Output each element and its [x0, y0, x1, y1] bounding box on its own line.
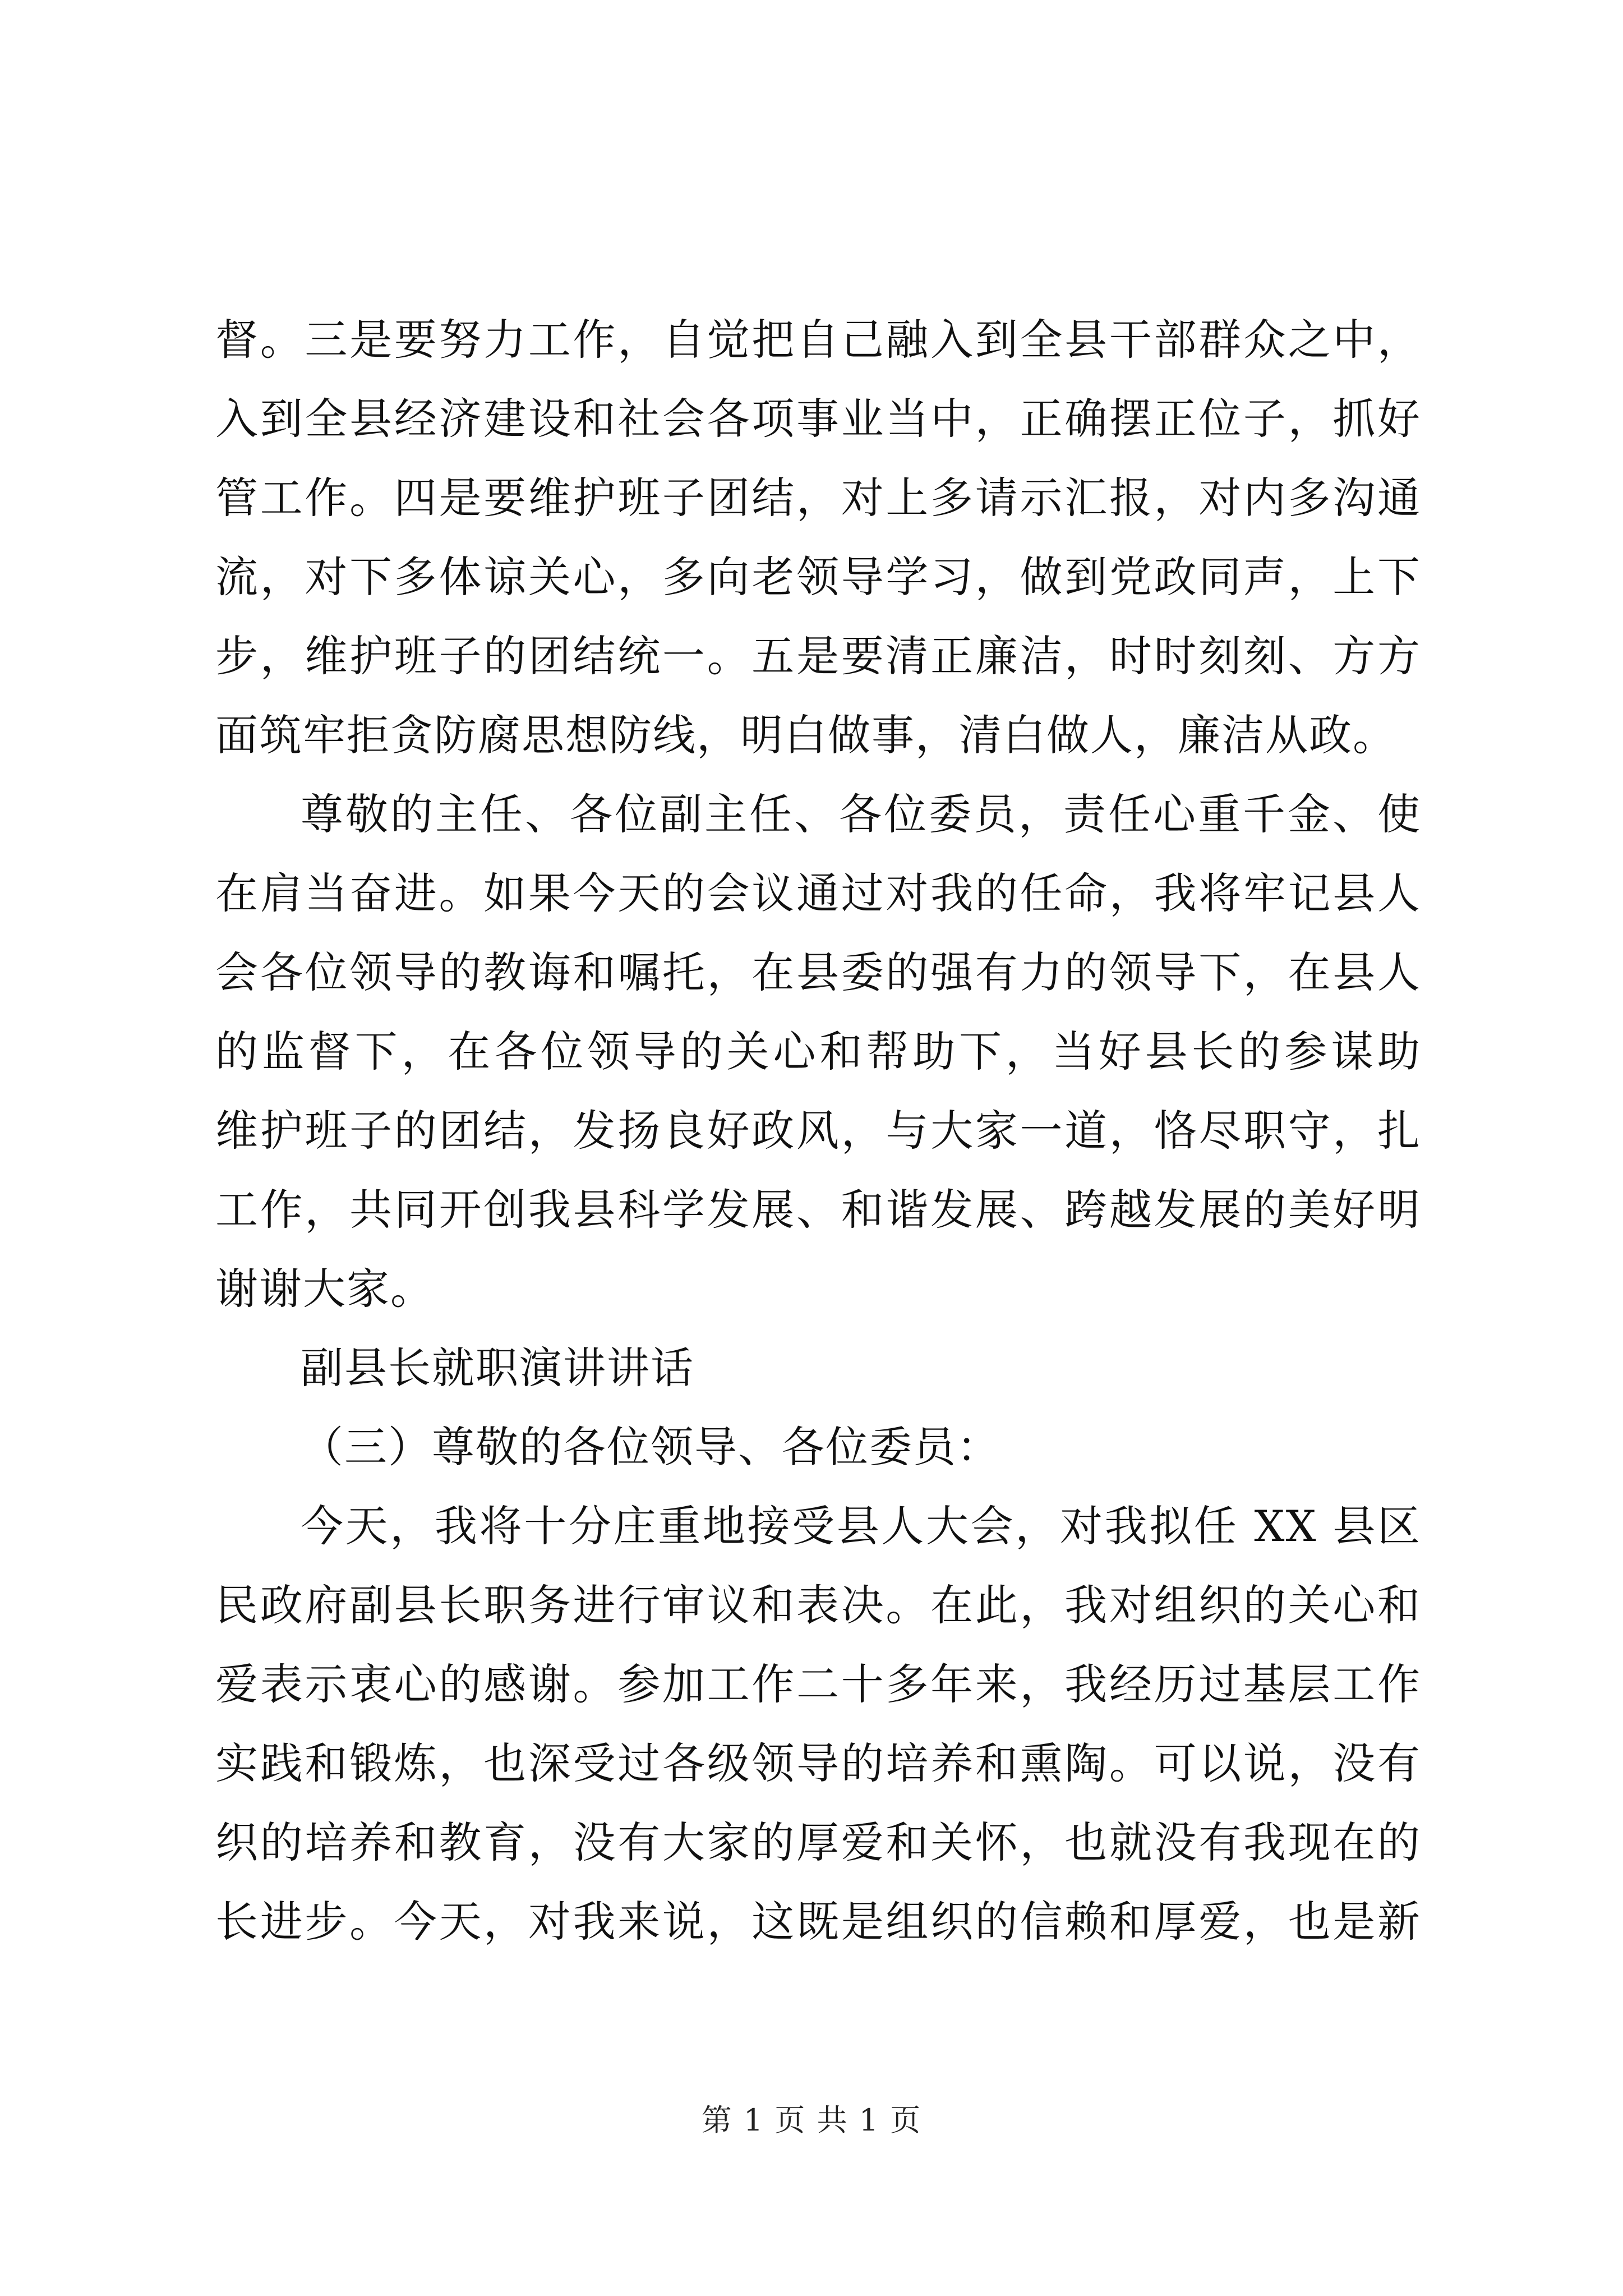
- text-line: 谢谢大家。: [215, 1264, 434, 1314]
- text-line: 会各位领导的教诲和嘱托，在县委的强有力的领导下，在县人: [215, 947, 1421, 997]
- salutation-line: （三）尊敬的各位领导、各位委员：: [301, 1422, 1000, 1472]
- section-heading: 副县长就职演讲讲话: [301, 1343, 694, 1393]
- text-line: 流，对下多体谅关心，多向老领导学习，做到党政同声，上下: [215, 552, 1421, 602]
- text-line: 维护班子的团结，发扬良好政风，与大家一道，恪尽职守，扎: [215, 1106, 1421, 1156]
- text-line: 织的培养和教育，没有大家的厚爱和关怀，也就没有我现在的: [215, 1818, 1421, 1867]
- text-line: 民政府副县长职务进行审议和表决。在此，我对组织的关心和: [215, 1580, 1421, 1630]
- document-body: [215, 300, 1421, 1961]
- text-line: 管工作。四是要维护班子团结，对上多请示汇报，对内多沟通: [215, 473, 1421, 523]
- text-line: 面筑牢拒贪防腐思想防线，明白做事，清白做人，廉洁从政。: [215, 710, 1396, 760]
- text-line: 爱表示衷心的感谢。参加工作二十多年来，我经历过基层工作: [215, 1659, 1421, 1709]
- text-line: 在肩当奋进。如果今天的会议通过对我的任命，我将牢记县人: [215, 868, 1421, 918]
- text-line: 长进步。今天，对我来说，这既是组织的信赖和厚爱，也是新: [215, 1897, 1421, 1947]
- text-line: 实践和锻炼，也深受过各级领导的培养和熏陶。可以说，没有: [215, 1738, 1421, 1788]
- text-line: 工作，共同开创我县科学发展、和谐发展、跨越发展的美好明: [215, 1185, 1421, 1235]
- text-line: 入到全县经济建设和社会各项事业当中，正确摆正位子，抓好: [215, 394, 1421, 444]
- paragraph-start-line: 尊敬的主任、各位副主任、各位委员，责任心重千金、使: [301, 789, 1421, 839]
- paragraph-start-line: 今天，我将十分庄重地接受县人大会，对我拟任 XX 县区: [301, 1501, 1421, 1551]
- text-line: 的监督下，在各位领导的关心和帮助下，当好县长的参谋助: [215, 1027, 1421, 1076]
- text-line: 步，维护班子的团结统一。五是要清正廉洁，时时刻刻、方方: [215, 631, 1421, 681]
- page-footer: 第 1 页 共 1 页: [701, 2102, 922, 2138]
- text-line: 督。三是要努力工作，自觉把自己融入到全县干部群众之中，: [215, 315, 1421, 365]
